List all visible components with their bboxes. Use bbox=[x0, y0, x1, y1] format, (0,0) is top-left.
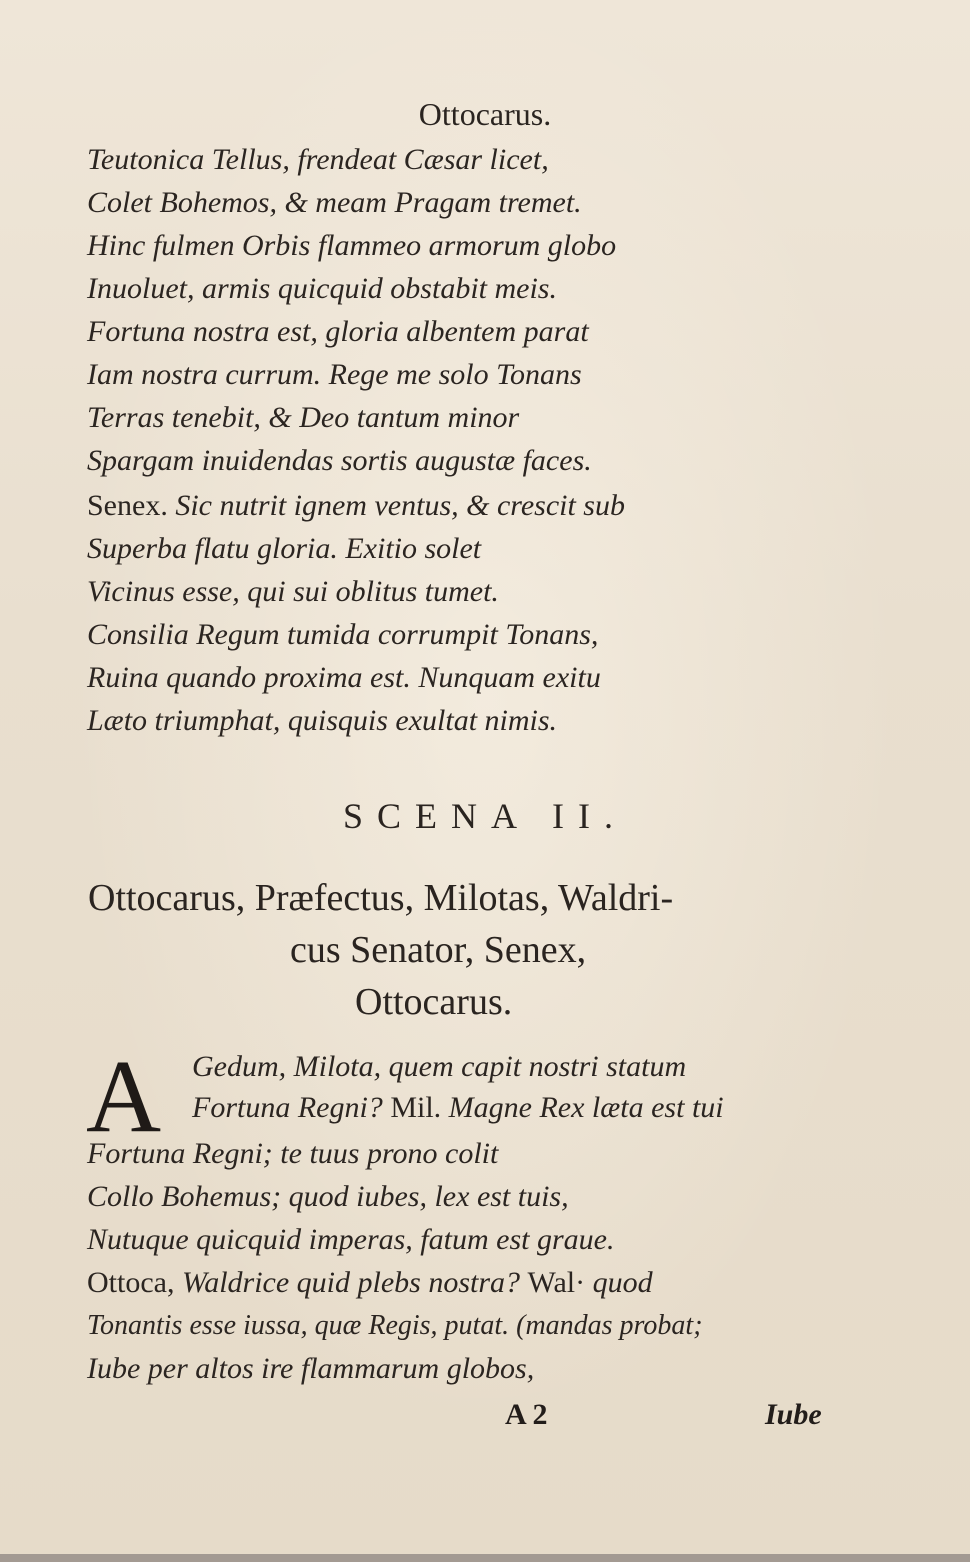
verse-line bbox=[87, 486, 625, 526]
speaker-name: Mil. bbox=[390, 1091, 442, 1124]
verse-line: Colet Bohemos, & meam Pragam tremet. bbox=[87, 186, 582, 219]
running-head: Ottocarus. bbox=[418, 96, 552, 132]
catchword: Iube bbox=[765, 1398, 822, 1431]
verse-text: Fortuna Regni? bbox=[192, 1091, 383, 1124]
verse-line: Nutuque quicquid imperas, fatum est graue. bbox=[87, 1223, 615, 1256]
scene-title: SCENA II. bbox=[342, 796, 627, 836]
verse-line: Teutonica Tellus, frendeat Cæsar licet, bbox=[87, 143, 549, 176]
verse-line: Læto triumphat, quisquis exultat nimis. bbox=[87, 704, 558, 737]
verse-line: Superba flatu gloria. Exitio solet bbox=[87, 532, 482, 565]
verse-line: Iam nostra currum. Rege me solo Tonans bbox=[87, 358, 582, 391]
verse-line: Inuoluet, armis quicquid obstabit meis. bbox=[87, 272, 557, 305]
verse-line bbox=[87, 1263, 653, 1303]
verse-text: Magne Rex læta est tui bbox=[448, 1091, 724, 1124]
drop-capital: A bbox=[86, 1039, 162, 1154]
verse-line: Hinc fulmen Orbis flammeo armorum globo bbox=[87, 229, 617, 262]
verse-line: Terras tenebit, & Deo tantum minor bbox=[87, 401, 520, 434]
verse-line: Ruina quando proxima est. Nunquam exitu bbox=[87, 661, 601, 694]
verse-text: Waldrice quid plebs nostra? bbox=[181, 1266, 521, 1299]
verse-text: Sic nutrit ignem ventus, & crescit sub bbox=[175, 489, 625, 522]
signature-mark: A 2 bbox=[505, 1398, 548, 1431]
verse-line bbox=[192, 1088, 724, 1128]
dramatis-personae-line: Ottocarus. bbox=[355, 981, 513, 1023]
verse-line: Tonantis esse iussa, quæ Regis, putat. (mandas probat; bbox=[87, 1310, 703, 1341]
verse-line: Gedum, Milota, quem capit nostri statum bbox=[192, 1050, 687, 1083]
speaker-name: Senex. bbox=[87, 489, 168, 522]
verse-line: Iube per altos ire flammarum globos, bbox=[87, 1352, 535, 1385]
verse-line: Spargam inuidendas sortis augustæ faces. bbox=[87, 444, 592, 477]
dramatis-personae-line: Ottocarus, Præfectus, Milotas, Waldri- bbox=[88, 877, 674, 919]
verse-text: quod bbox=[592, 1266, 653, 1299]
speaker-name: Ottoca, bbox=[87, 1266, 175, 1299]
verse-line: Consilia Regum tumida corrumpit Tonans, bbox=[87, 618, 599, 651]
verse-line: Fortuna nostra est, gloria albentem parat bbox=[87, 315, 589, 348]
verse-line: Fortuna Regni; te tuus prono colit bbox=[87, 1137, 499, 1170]
verse-line: Collo Bohemus; quod iubes, lex est tuis, bbox=[87, 1180, 569, 1213]
dramatis-personae-line: cus Senator, Senex, bbox=[290, 929, 587, 971]
verse-line: Vicinus esse, qui sui oblitus tumet. bbox=[87, 575, 499, 608]
speaker-name: Wal· bbox=[527, 1266, 586, 1299]
